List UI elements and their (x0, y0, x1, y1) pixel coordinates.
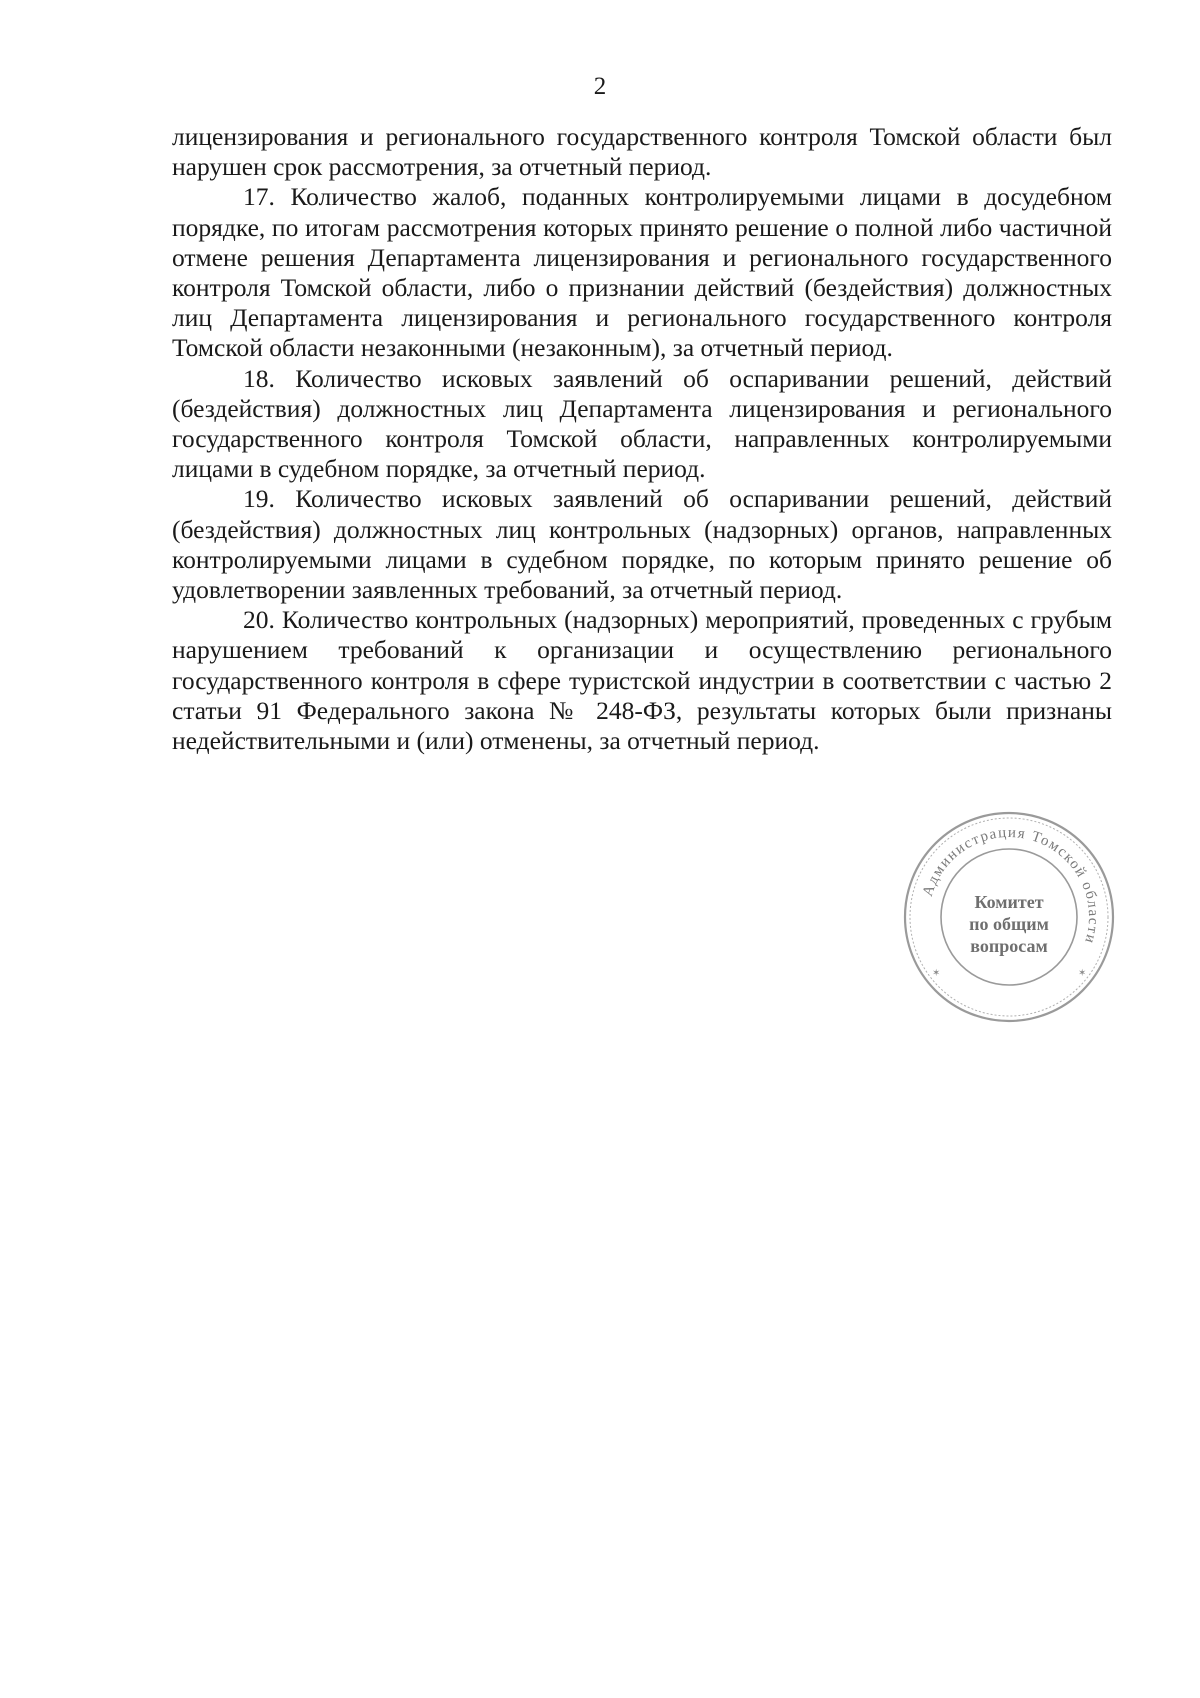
document-body (172, 122, 1112, 756)
seal-star-left-icon: ✶ (932, 968, 941, 979)
seal-star-right-icon: ✶ (1078, 968, 1087, 979)
paragraph-item-20: 20. Количество контрольных (надзорных) мероприятий, проведенных с грубым нарушением требований к организации и осуществлению регионального государственного контроля в сфере туристской индустрии в соответствии с частью 2 статьи 91 Федерального закона № 248-ФЗ, результаты которых были признаны недействительными и (или) отменены, за отчетный период. (172, 605, 1112, 756)
paragraph-item-17: 17. Количество жалоб, поданных контролируемыми лицами в досудебном порядке, по итогам рассмотрения которых принято решение о полной либо частичной отмене решения Департамента лицензирования и регионального государственного контроля Томской области, либо о признании действий (бездействия) должностных лиц Департамента лицензирования и регионального государственного контроля Томской области незаконными (незаконным), за отчетный период. (172, 182, 1112, 363)
page-number: 2 (593, 73, 607, 100)
seal-center-line-1: Комитет (974, 892, 1044, 912)
seal-center-line-2: по общим (969, 914, 1049, 934)
paragraph-item-18: 18. Количество исковых заявлений об оспаривании решений, действий (бездействия) должностных лиц Департамента лицензирования и регионального государственного контроля Томской области, направленных контролируемыми лицами в судебном порядке, за отчетный период. (172, 363, 1112, 484)
seal-graphic (898, 806, 1120, 1028)
official-seal-stamp (898, 806, 1120, 1028)
seal-center-line-3: вопросам (970, 936, 1048, 956)
paragraph-item-19: 19. Количество исковых заявлений об оспаривании решений, действий (бездействия) должностных лиц контрольных (надзорных) органов, направленных контролируемыми лицами в судебном порядке, по которым принято решение об удовлетворении заявленных требований, за отчетный период. (172, 484, 1112, 605)
paragraph-continuation: лицензирования и регионального государственного контроля Томской области был нарушен срок рассмотрения, за отчетный период. (172, 122, 1112, 182)
seal-ring-text: Администрация Томской области (919, 824, 1102, 947)
